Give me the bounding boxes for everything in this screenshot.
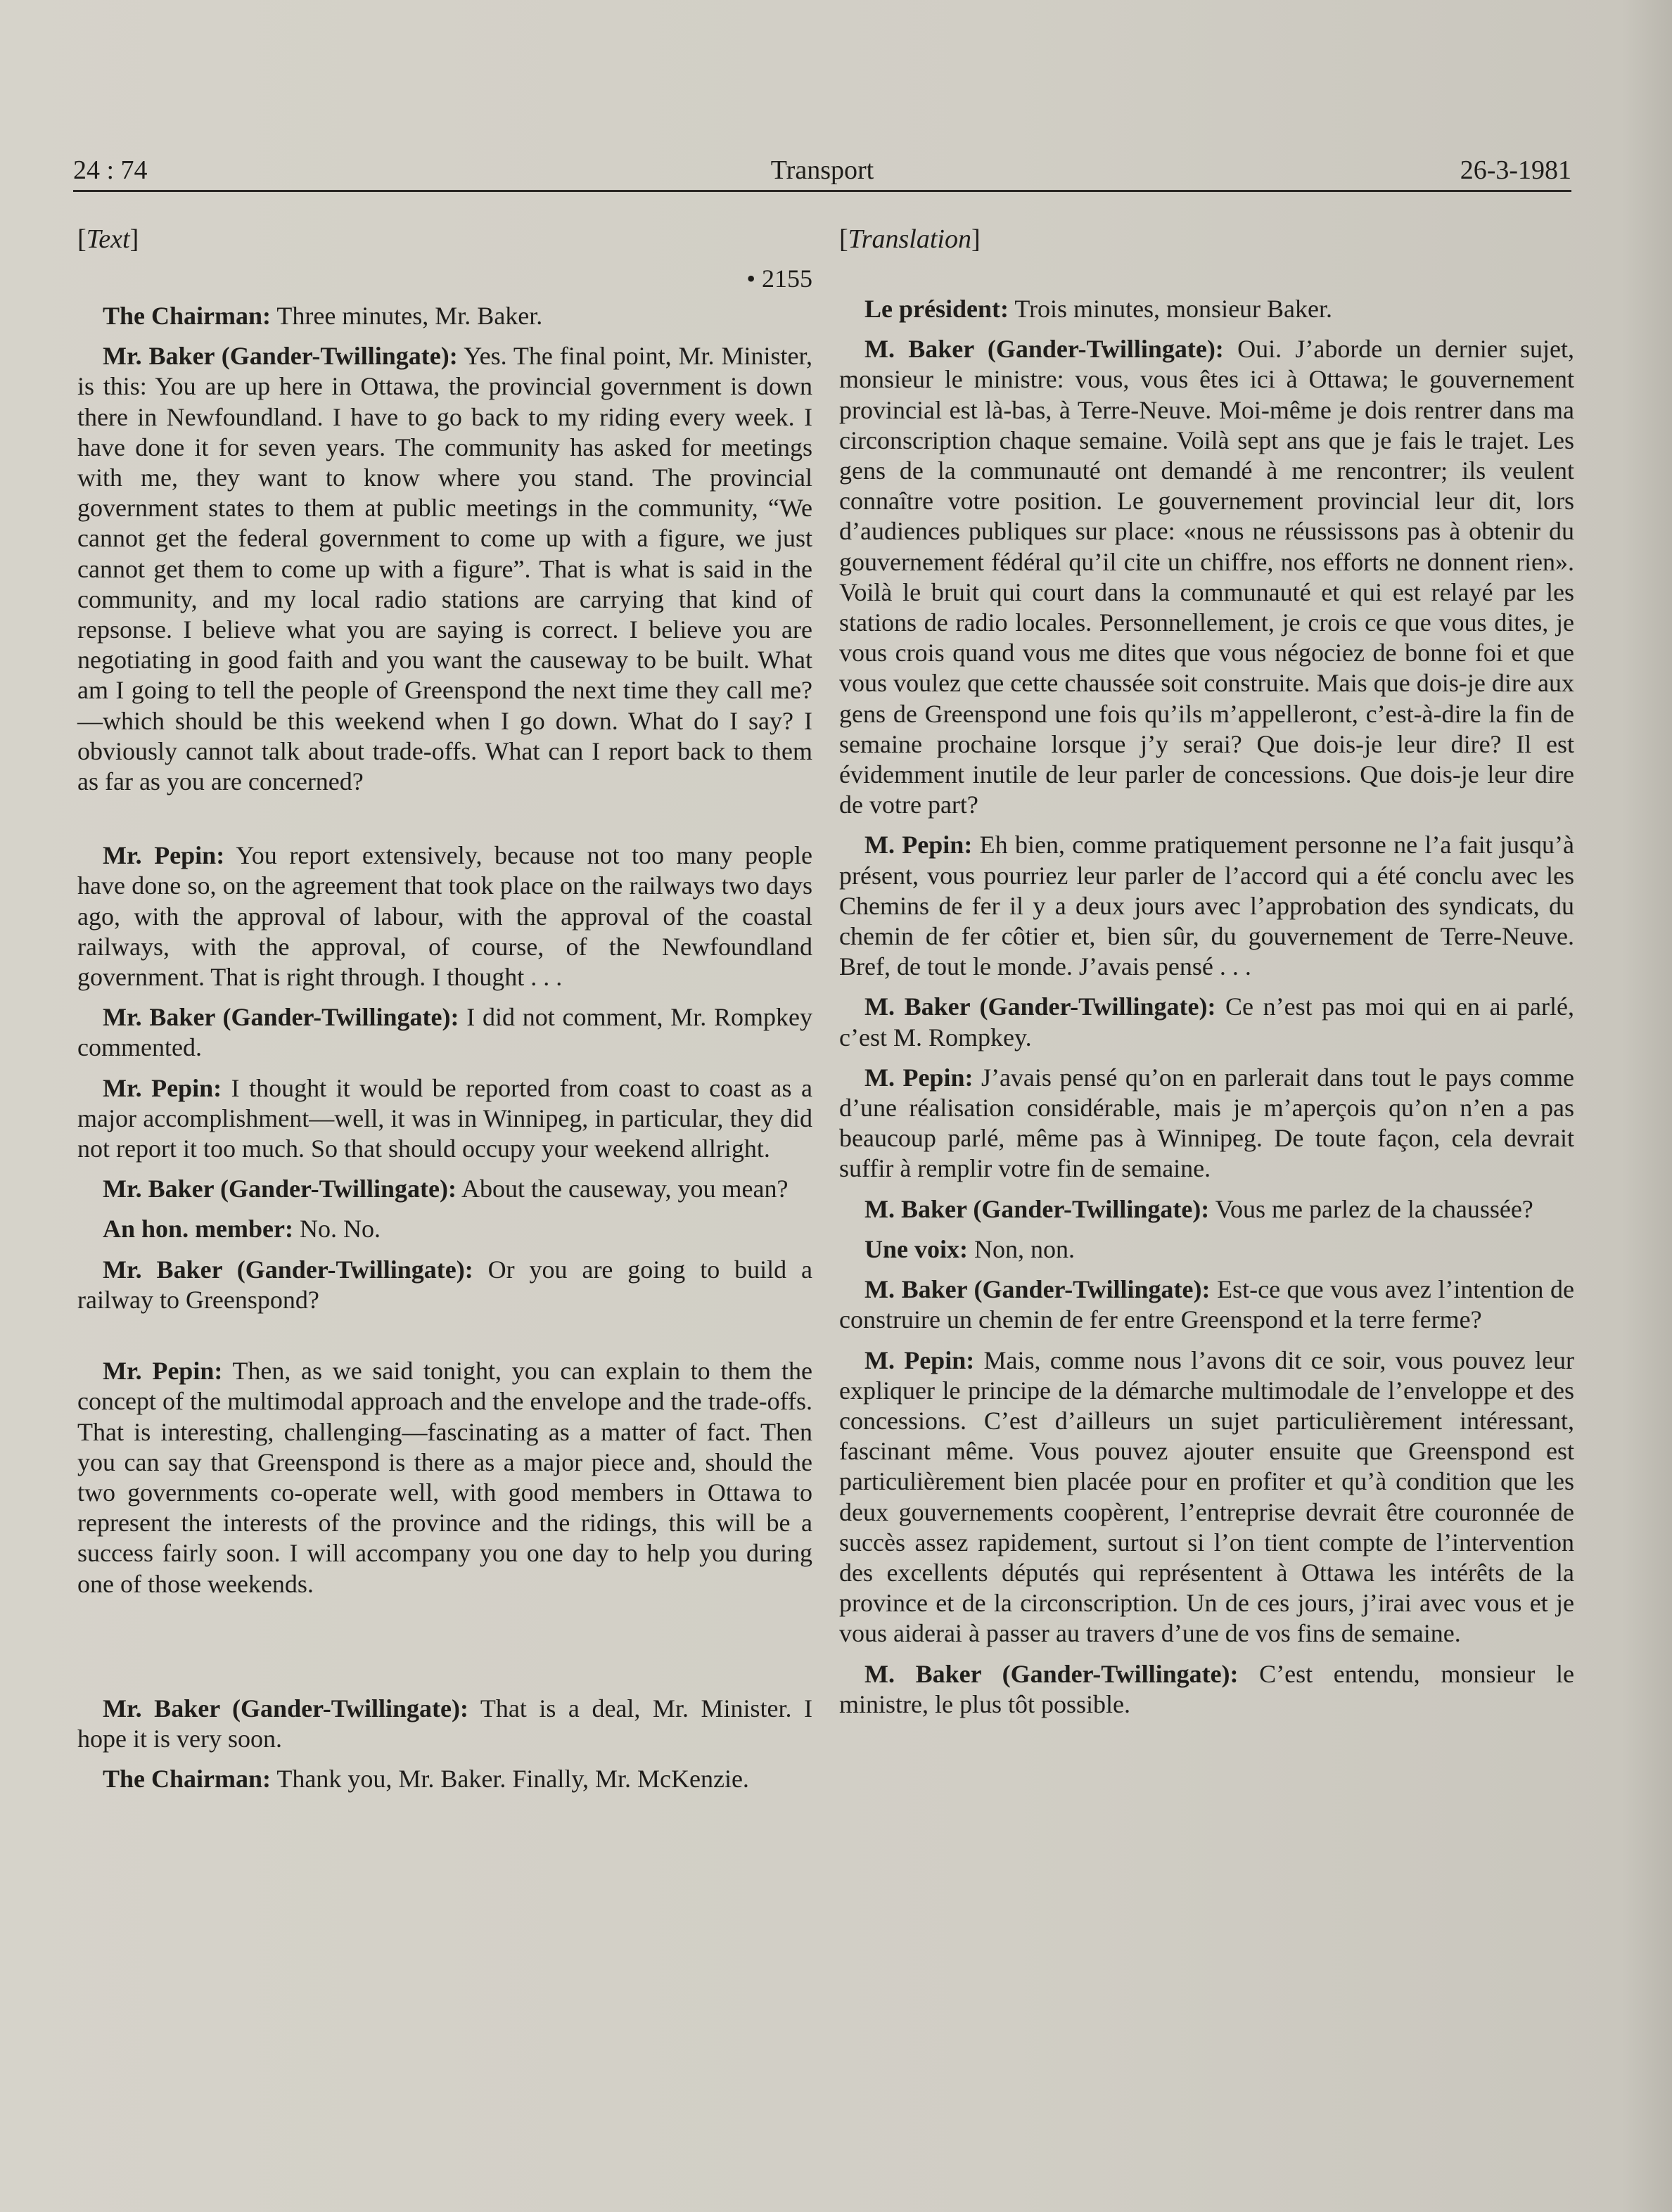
page-number: 24 : 74	[73, 155, 148, 185]
english-column	[77, 224, 812, 1804]
speech-paragraph: Mr. Pepin: I thought it would be reported from coast to coast as a major accomplishment—well, it was in Winnipeg, in particular, they did not report it too much. So that should occupy your weekend allright.	[77, 1073, 813, 1163]
speech-paragraph: Mr. Baker (Gander-Twillingate): I did not comment, Mr. Rompkey commented.	[77, 1003, 812, 1062]
french-column	[839, 224, 1574, 1730]
speech-paragraph: Une voix: Non, non.	[864, 1234, 1075, 1263]
speech-paragraph: M. Pepin: Mais, comme nous l’avons dit ce soir, vous pouvez leur expliquer le principe de la démarche multimodale de l’enveloppe et des concessions. C’est d’ailleurs un sujet particulièrement intéressant, fascinant même. Vous pouvez ajouter ensuite que Greenspond est particulièrement bien placée pour en profiter et qu’à condition que les deux gouvernements coopèrent, l’entreprise devrait être couronnée de succès assez rapidement, surtout si l’on tient compte de l’intervention des excellents députés qui représentent à Ottawa les intérêts de la province et de la circonscription. Un de ces jours, j’irai avec vous et je vous aiderai à passer au travers d’une de vos fins de semaine.	[839, 1345, 1574, 1648]
section-label-translation: [Translation]	[839, 224, 981, 254]
speech-paragraph: M. Baker (Gander-Twillingate): Ce n’est pas moi qui en ai parlé, c’est M. Rompkey.	[839, 992, 1574, 1051]
speech-paragraph: Mr. Baker (Gander-Twillingate): Or you are going to build a railway to Greenspond?	[77, 1255, 813, 1314]
speech-paragraph: M. Baker (Gander-Twillingate): Est-ce que vous avez l’intention de construire un chemin de fer entre Greenspond et la terre ferme?	[839, 1275, 1574, 1334]
time-marker: • 2155	[746, 264, 812, 293]
committee-title: Transport	[770, 155, 874, 185]
speech-paragraph: M. Baker (Gander-Twillingate): Vous me parlez de la chaussée?	[864, 1194, 1533, 1223]
speech-paragraph: Mr. Baker (Gander-Twillingate): Yes. The final point, Mr. Minister, is this: You are up here in Ottawa, the provincial government is down there in Newfoundland. I have to go back to my riding every week. I have done it for seven years. The community has asked for meetings with me, they want to know where you stand. The provincial government states to them at public meetings in the community, “We cannot get the federal government to come up with a figure, we just cannot get them to come up with a figure”. That is what is said in the community, and my local radio stations are carrying that kind of repsonse. I believe what you are saying is correct. I believe you are negotiating in good faith and you want the causeway to be built. What am I going to tell the people of Greenspond the next time they call me? —which should be this weekend when I go down. What do I say? I obviously cannot talk about trade-offs. What can I report back to them as far as you are concerned?	[77, 342, 812, 796]
speech-paragraph: Mr. Pepin: Then, as we said tonight, you can explain to them the concept of the multimodal approach and the envelope and the trade-offs. That is interesting, challenging—fascinating as a matter of fact. Then you can say that Greenspond is there as a major piece and, should the two governments co-operate well, with good members in Ottawa to represent the interests of the province and the ridings, this will be a success fairly soon. I will accompany you one day to help you during one of those weekends.	[77, 1357, 812, 1598]
speech-paragraph: Le président: Trois minutes, monsieur Baker.	[864, 295, 1333, 323]
speech-paragraph: Mr. Pepin: You report extensively, because not too many people have done so, on the agreement that took place on the railways two days ago, with the approval of labour, with the approval of the coastal railways, with the approval, of course, of the Newfoundland government. That is right through. I thought . . .	[77, 841, 813, 992]
speech-paragraph: The Chairman: Three minutes, Mr. Baker.	[103, 302, 543, 330]
speech-paragraph: M. Pepin: J’avais pensé qu’on en parlerait dans tout le pays comme d’une réalisation considérable, mais je m’aperçois qu’on n’en a pas beaucoup parlé, même pas à Winnipeg. De toute façon, cela devrait suffir à remplir votre fin de semaine.	[839, 1063, 1574, 1183]
speech-paragraph: Mr. Baker (Gander-Twillingate): About the causeway, you mean?	[103, 1175, 789, 1203]
speech-paragraph: M. Baker (Gander-Twillingate): Oui. J’aborde un dernier sujet, monsieur le ministre: vous, vous êtes ici à Ottawa; le gouvernement provincial est là-bas, à Terre-Neuve. Moi-même je dois rentrer dans ma circonscription chaque semaine. Voilà sept ans que je fais le trajet. Les gens de la communauté ont demandé à me rencontrer; ils veulent connaître votre position. Le gouvernement provincial leur dit, lors d’audiences publiques sur place: «nous ne réussissons pas à obtenir du gouvernement fédéral qu’il cite un chiffre, nos efforts ne donnent rien». Voilà le bruit qui court dans la communauté et qui est relayé par les stations de radio locales. Personnellement, je crois ce que vous dites, je vous crois quand vous me dites que vous négociez de bonne foi et que vous voulez que cette chaussée soit construite. Mais que dois-je dire aux gens de Greenspond une fois qu’ils m’appelleront, c’est-à-dire la fin de semaine prochaine lorsque j’y serai? Que dois-je leur dire? Il est évidemment inutile de leur parler de concessions. Que dois-je leur dire de votre part?	[839, 335, 1575, 819]
section-label-text: [Text]	[77, 224, 139, 254]
sitting-date: 26-3-1981	[1460, 155, 1571, 185]
speech-paragraph: The Chairman: Thank you, Mr. Baker. Finally, Mr. McKenzie.	[103, 1765, 749, 1794]
running-header	[73, 155, 1571, 192]
speech-paragraph: M. Baker (Gander-Twillingate): C’est entendu, monsieur le ministre, le plus tôt possible.	[839, 1659, 1574, 1718]
speech-paragraph: An hon. member: No. No.	[103, 1215, 381, 1244]
speech-paragraph: M. Pepin: Eh bien, comme pratiquement personne ne l’a fait jusqu’à présent, vous pourriez leur parler de l’accord qui a été conclu avec les Chemins de fer il y a deux jours avec l’approbation des syndicats, du chemin de fer côtier et, bien sûr, du gouvernement de Terre-Neuve. Bref, de tout le monde. J’avais pensé . . .	[839, 831, 1574, 981]
speech-paragraph: Mr. Baker (Gander-Twillingate): That is a deal, Mr. Minister. I hope it is very soon.	[77, 1694, 812, 1753]
